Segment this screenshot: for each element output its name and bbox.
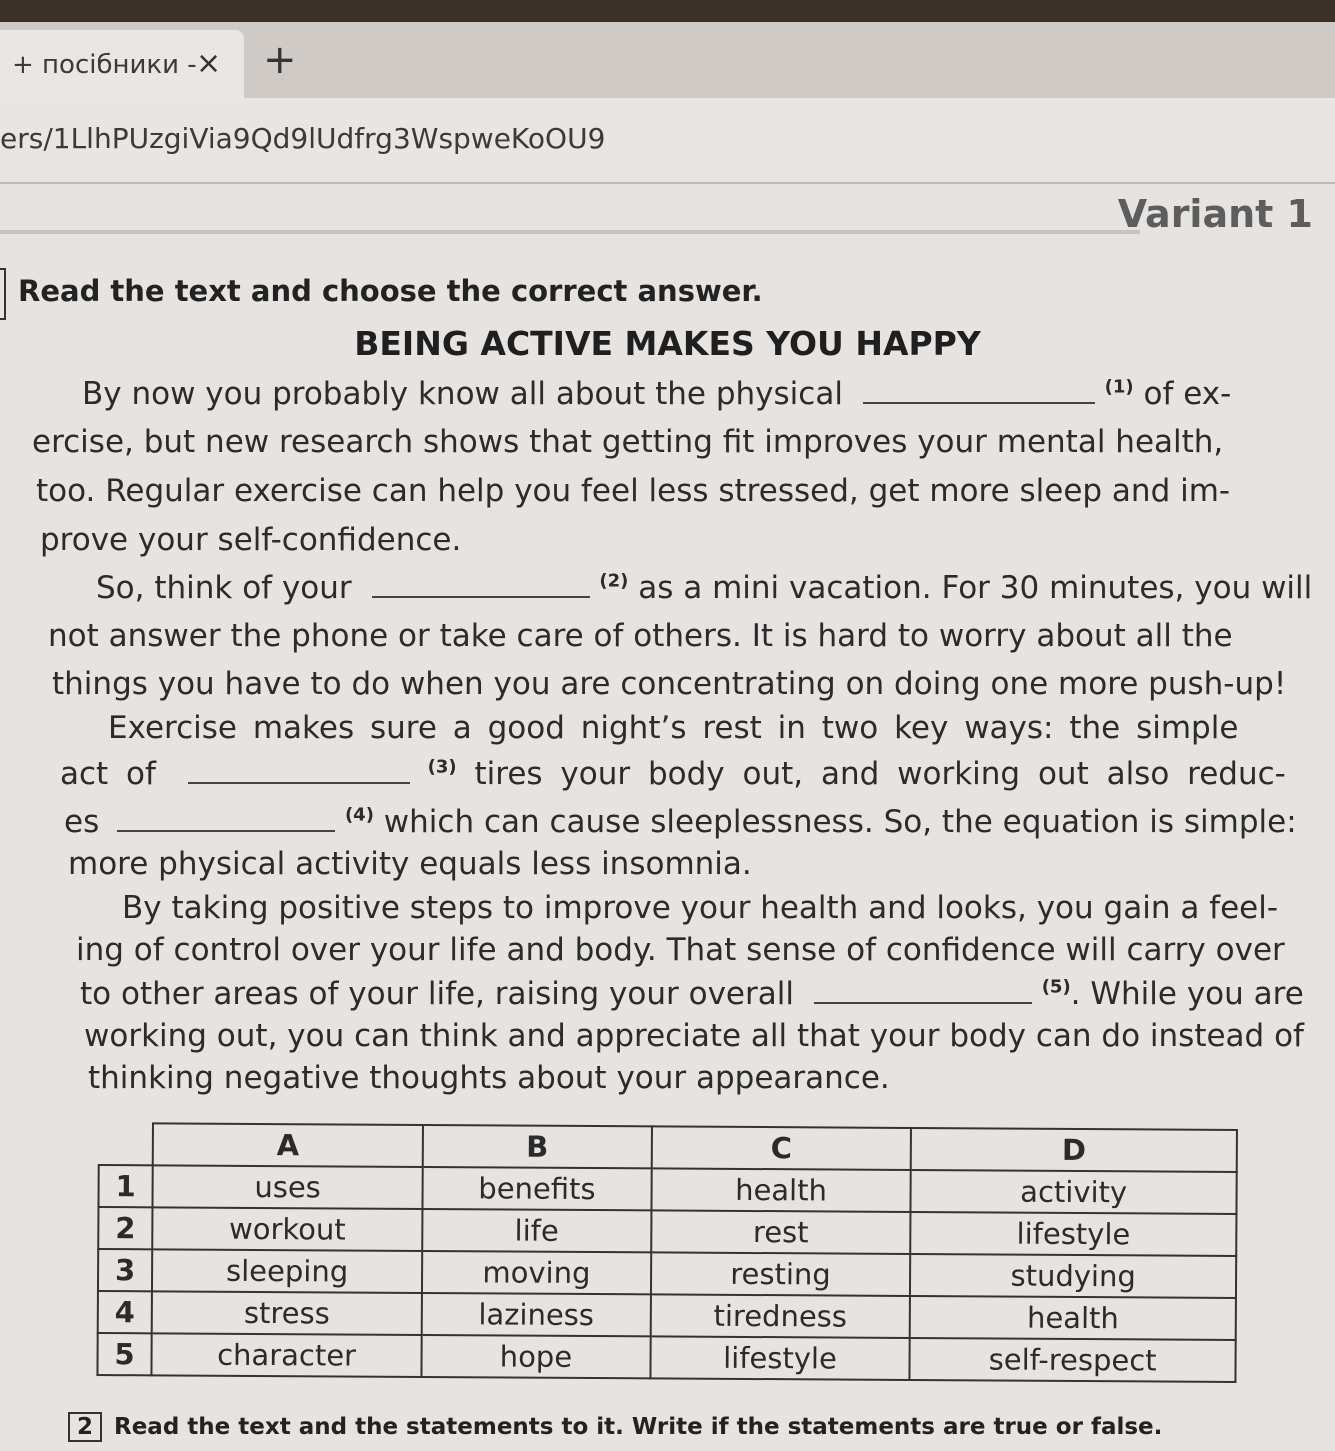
text-line-7: things you have to do when you are concentrating on doing one more push-up! <box>52 666 1287 702</box>
variant-label: Variant 1 <box>1117 192 1313 236</box>
column-header-a: A <box>153 1123 423 1167</box>
text-segment: tires your body out, and working out also reduc- <box>474 756 1286 792</box>
gap-number-3: (3) <box>427 756 457 778</box>
next-task-instruction <box>68 1412 1162 1442</box>
column-header-c: C <box>651 1126 911 1170</box>
table-header-row <box>99 1123 1237 1172</box>
answer-blank-3 <box>188 781 410 784</box>
option-cell: laziness <box>422 1293 651 1336</box>
text-line-3: too. Regular exercise can help you feel less stressed, get more sleep and im- <box>36 473 1231 509</box>
text-line-12: By taking positive steps to improve your health and looks, you gain a feel- <box>122 890 1279 926</box>
gap-number-4: (4) <box>344 804 374 826</box>
answer-blank-2 <box>372 595 590 598</box>
option-cell: lifestyle <box>910 1212 1236 1256</box>
option-cell: character <box>151 1333 421 1377</box>
option-cell: workout <box>152 1207 422 1251</box>
url-text[interactable]: ers/1LlhPUzgiVia9Qd9lUdfrg3WspweKoOU9 <box>0 122 606 155</box>
option-cell: health <box>910 1296 1236 1340</box>
text-line-11: more physical activity equals less insomnia. <box>68 846 752 882</box>
gap-number-1: (1) <box>1104 376 1134 398</box>
row-number: 2 <box>98 1207 152 1249</box>
answer-options-table <box>96 1122 1238 1383</box>
text-line-4: prove your self-confidence. <box>40 522 462 558</box>
task-number-badge: 2 <box>68 1412 102 1442</box>
text-line-14 <box>80 976 1304 1012</box>
option-cell: uses <box>152 1165 422 1209</box>
tab-title: + посібники - <box>12 50 197 80</box>
row-number: 4 <box>98 1291 152 1333</box>
text-line-10 <box>64 804 1297 840</box>
column-header-d: D <box>911 1128 1237 1172</box>
option-cell: hope <box>422 1335 651 1378</box>
text-line-5 <box>96 570 1312 606</box>
text-line-15: working out, you can think and appreciate all that your body can do instead of <box>84 1018 1304 1054</box>
text-line-1 <box>82 376 1231 412</box>
text-segment: es <box>64 804 100 840</box>
option-cell: life <box>422 1209 651 1252</box>
option-cell: benefits <box>423 1167 652 1210</box>
answer-blank-1 <box>863 401 1095 404</box>
close-tab-icon[interactable]: × <box>196 46 222 81</box>
option-cell: rest <box>651 1210 911 1254</box>
option-cell: activity <box>911 1170 1237 1214</box>
browser-tab-bar <box>0 22 1335 98</box>
row-number: 5 <box>97 1333 151 1375</box>
text-line-13: ing of control over your life and body. That sense of confidence will carry over <box>76 932 1285 968</box>
gap-number-5: (5) <box>1041 976 1071 998</box>
answer-blank-5 <box>814 1001 1032 1004</box>
text-segment: . While you are <box>1070 976 1304 1012</box>
option-cell: resting <box>651 1252 911 1296</box>
option-cell: moving <box>422 1251 651 1294</box>
option-cell: sleeping <box>152 1249 422 1293</box>
option-cell: stress <box>152 1291 422 1335</box>
text-segment: By now you probably know all about the physical <box>82 376 843 412</box>
address-bar[interactable] <box>0 98 1335 184</box>
table-row <box>98 1291 1236 1340</box>
text-segment: of ex- <box>1143 376 1232 412</box>
text-segment: as a mini vacation. For 30 minutes, you will <box>638 570 1313 606</box>
table-row <box>97 1333 1235 1382</box>
browser-tab[interactable] <box>0 30 244 100</box>
text-line-6: not answer the phone or take care of others. It is hard to worry about all the <box>48 618 1233 654</box>
text-line-9 <box>60 756 1286 792</box>
option-cell: lifestyle <box>650 1336 910 1380</box>
header-divider <box>0 230 1140 234</box>
text-segment: So, think of your <box>96 570 352 606</box>
table-row <box>98 1249 1236 1298</box>
new-tab-icon[interactable]: + <box>263 37 297 83</box>
table-corner <box>99 1123 153 1165</box>
option-cell: health <box>651 1168 911 1212</box>
option-cell: tiredness <box>650 1294 910 1338</box>
text-segment: act of <box>60 756 156 792</box>
column-header-b: B <box>423 1125 652 1168</box>
text-segment: which can cause sleeplessness. So, the equation is simple: <box>383 804 1297 840</box>
text-line-2: ercise, but new research shows that getting fit improves your mental health, <box>32 424 1224 460</box>
screen-bezel <box>0 0 1335 22</box>
table-row <box>98 1165 1236 1214</box>
task-number-box <box>0 268 6 320</box>
gap-number-2: (2) <box>599 570 629 592</box>
table-row <box>98 1207 1236 1256</box>
text-line-16: thinking negative thoughts about your appearance. <box>88 1060 890 1096</box>
row-number: 3 <box>98 1249 152 1291</box>
answer-blank-4 <box>117 829 335 832</box>
task-instruction: Read the text and choose the correct answer. <box>18 274 763 308</box>
text-title: BEING ACTIVE MAKES YOU HAPPY <box>354 324 981 363</box>
option-cell: self-respect <box>910 1338 1236 1382</box>
document-page <box>0 184 1335 1451</box>
text-segment: to other areas of your life, raising your overall <box>80 976 794 1012</box>
text-line-8: Exercise makes sure a good night’s rest in two key ways: the simple <box>108 710 1239 746</box>
row-number: 1 <box>98 1165 152 1207</box>
task2-text: Read the text and the statements to it. Write if the statements are true or false. <box>114 1414 1163 1440</box>
option-cell: studying <box>910 1254 1236 1298</box>
